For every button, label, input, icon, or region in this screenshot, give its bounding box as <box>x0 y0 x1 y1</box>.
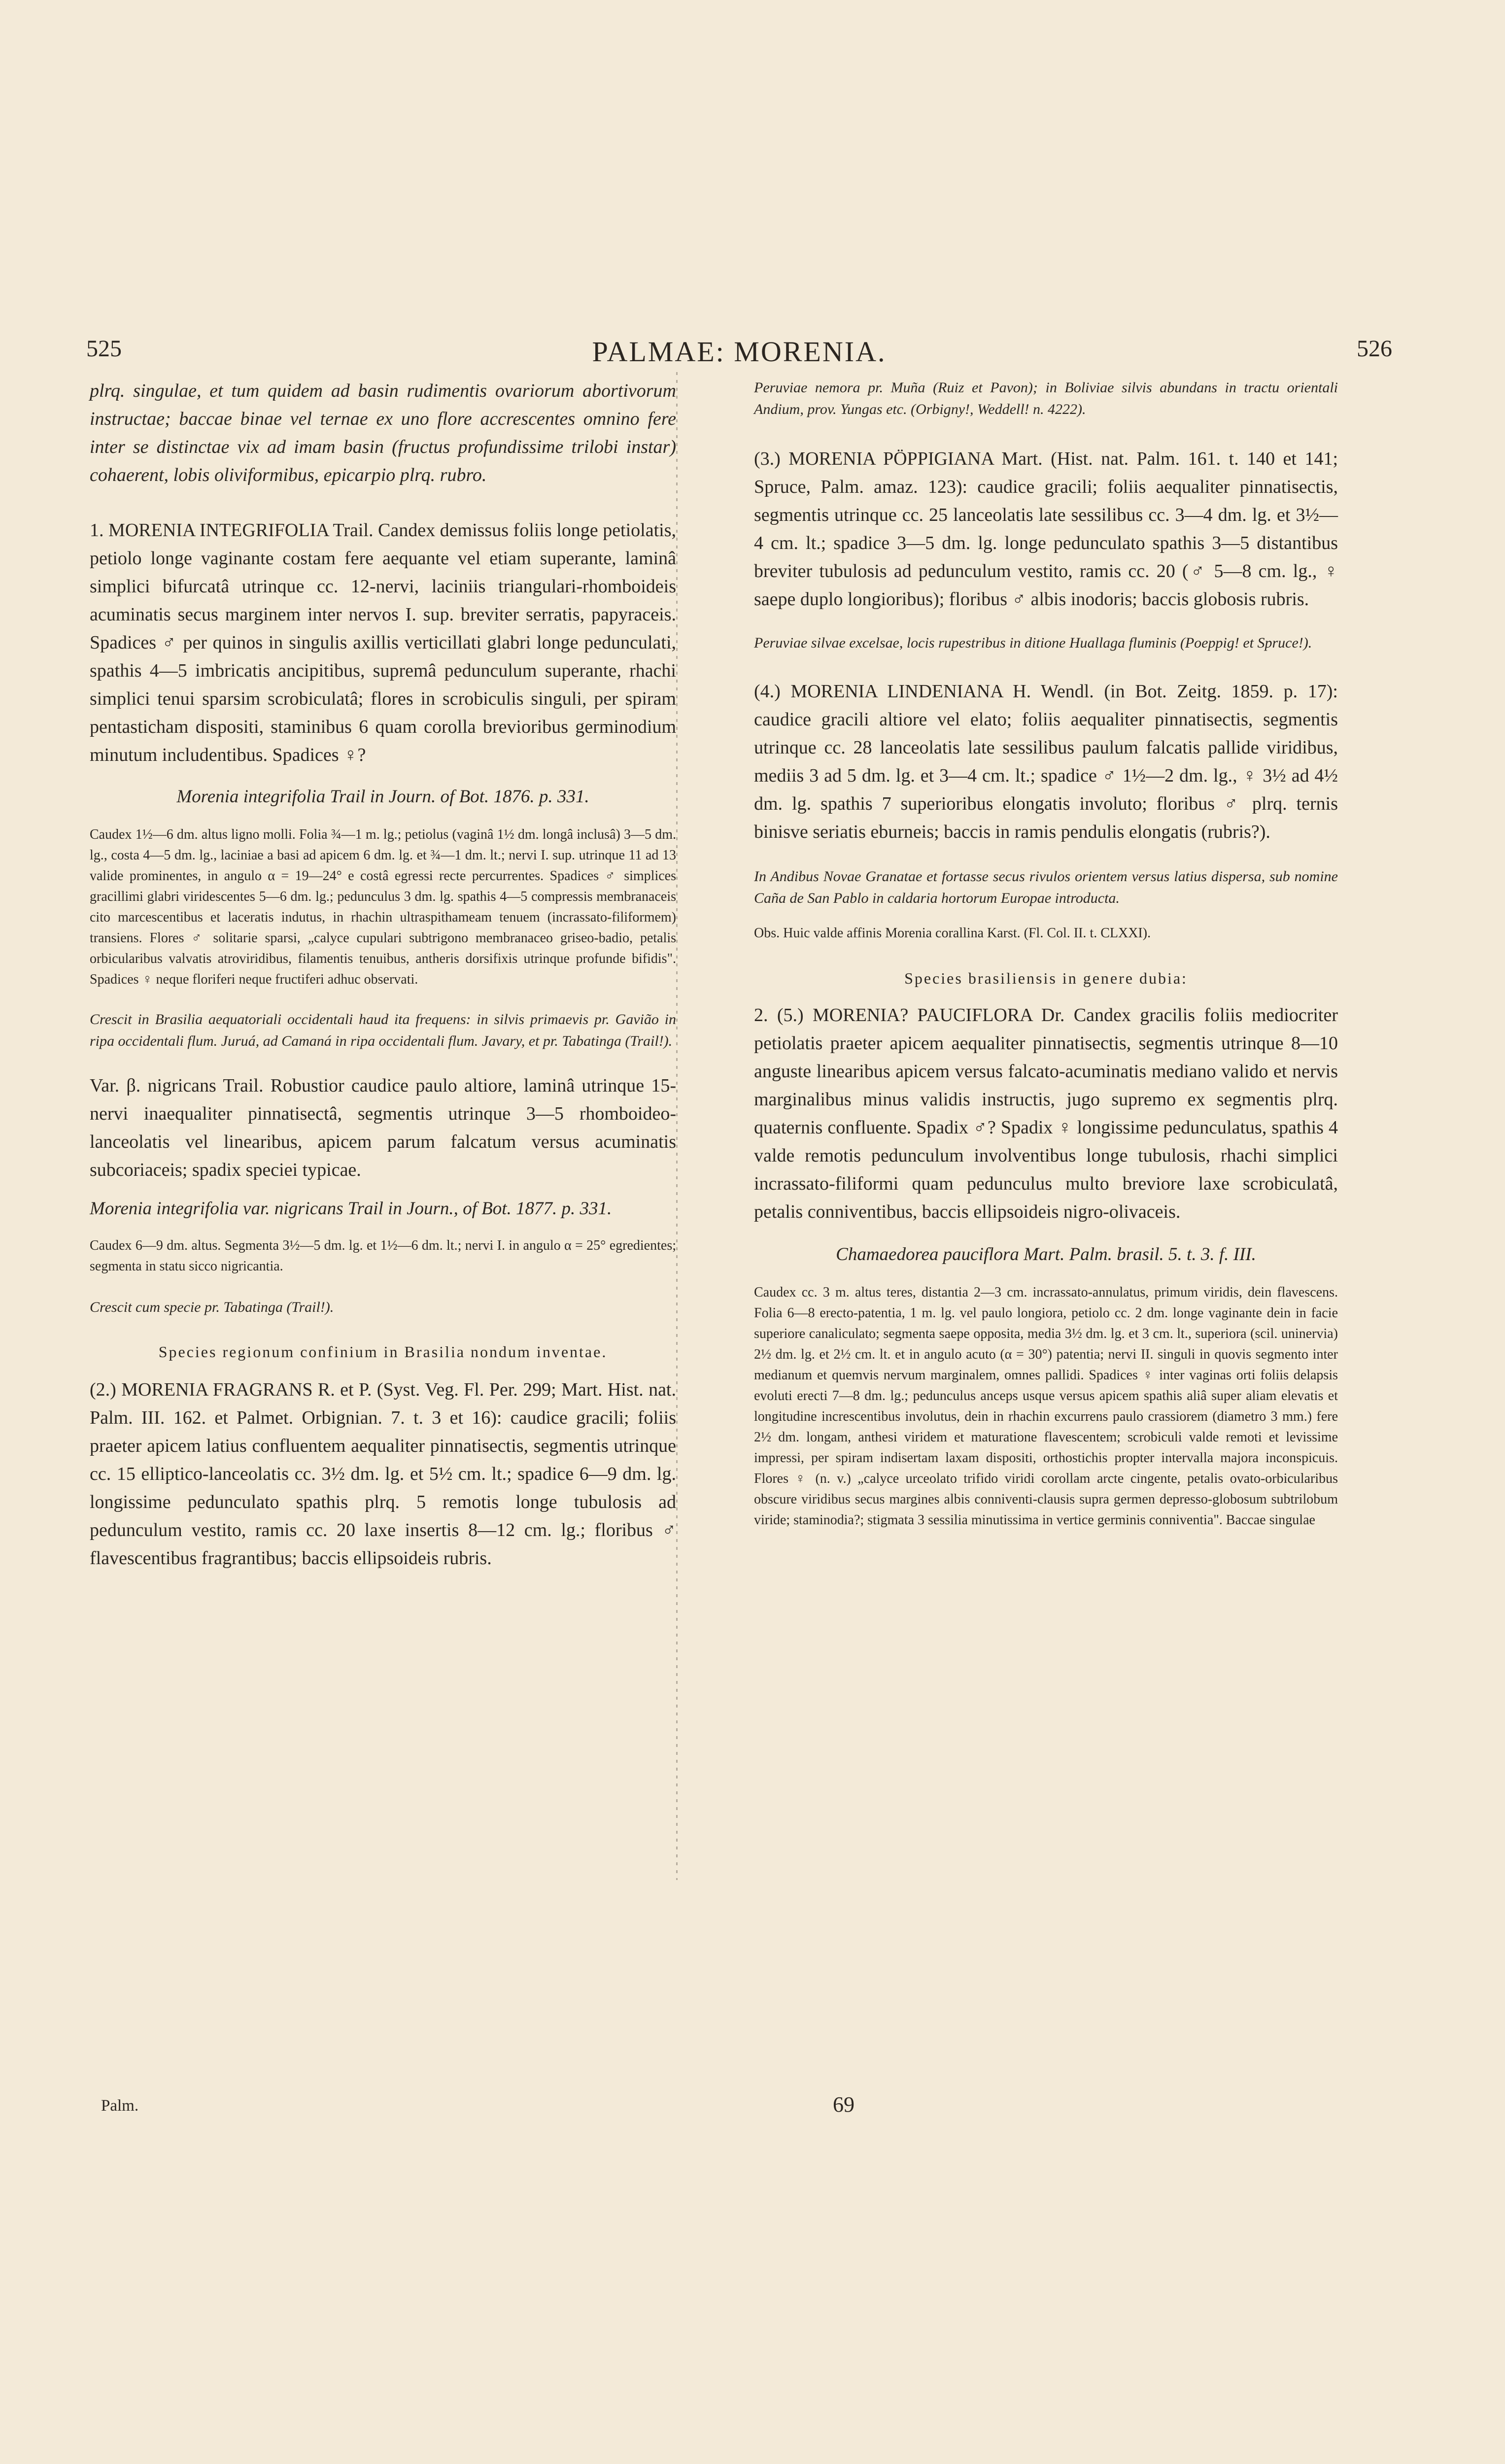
left-paragraph-9: Crescit cum specie pr. Tabatinga (Trail!). <box>90 1299 334 1315</box>
running-title: PALMAE: MORENIA. <box>592 336 887 368</box>
right-paragraph-2: (3.) MORENIA PÖPPIGIANA Mart. (Hist. nat. Palm. 161. t. 140 et 141; Spruce, Palm. amaz. 123): caudice gracili; foliis aequaliter pinnatisectis, segmentis utrinque cc. 25 lanceolatis late sessilibus cc. 3—4 dm. lg. et 3½—4 cm. lt.; spadice 3—5 dm. lg. longe pedunculato spathis 3—5 distantibus breviter tubulosis ad pedunculum vestito, ramis cc. 20 (♂ 5—8 cm. lg., ♀ saepe duplo longioribus); floribus ♂ albis inodoris; baccis globosis rubris. <box>754 448 1338 610</box>
left-paragraph-11: (2.) MORENIA FRAGRANS R. et P. (Syst. Veg. Fl. Per. 299; Mart. Hist. nat. Palm. III. 162. et Palmet. Orbignian. 7. t. 3 et 16): caudice gracili; foliis praeter apicem latius confluentem aequaliter pinnatisectis, segmentis utrinque cc. 15 elliptico-lanceolatis cc. 3½ dm. lg. et 5½ cm. lt.; spadice 6—9 dm. lg. longissime pedunculato spathis plrq. 5 remotis longe tubulosis ad pedunculum vestito, ramis cc. 20 laxe insertis 8—12 cm. lg.; floribus ♂ flavescentibus fragrantibus; baccis ellipsoideis rubris. <box>90 1379 676 1569</box>
right-column <box>754 377 1338 1531</box>
left-paragraph-8: Caudex 6—9 dm. altus. Segmenta 3½—5 dm. lg. et 1½—6 dm. lt.; nervi I. in angulo α = 25° egredientes; segmenta in statu sicco nigricantia. <box>90 1238 676 1274</box>
right-paragraph-7: Species brasiliensis in genere dubia: <box>904 969 1188 987</box>
right-paragraph-8: 2. (5.) MORENIA? PAUCIFLORA Dr. Candex gracilis foliis mediocriter petiolatis praeter apicem aequaliter pinnatisectis, segmentis utrinque 8—10 anguste linearibus apicem versus falcato-acuminatis mediano valido et nervis marginalibus minus validis instructis, jugo supremo ex segmentis plrq. quaternis confluente. Spadix ♂? Spadix ♀ longissime pedunculatus, spathis 4 valde remotis pedunculum involventibus longe tubulosis, rhachi simplici incrassato-filiformi quam pedunculus multo breviore laxe scrobiculatâ, petalis conniventibus, baccis ellipsoideis nigro-olivaceis. <box>754 1005 1338 1222</box>
right-paragraph-6: Obs. Huic valde affinis Morenia corallina Karst. (Fl. Col. II. t. CLXXI). <box>754 925 1151 941</box>
right-paragraph-1: Peruviae nemora pr. Muña (Ruiz et Pavon); in Boliviae silvis abundans in tractu orientali Andium, prov. Yungas etc. (Orbigny!, Weddell! n. 4222). <box>754 379 1338 417</box>
right-paragraph-3: Peruviae silvae excelsae, locis rupestribus in ditione Huallaga fluminis (Poeppig! et Spruce!). <box>754 635 1312 651</box>
left-paragraph-10: Species regionum confinium in Brasilia nondum inventae. <box>158 1343 608 1361</box>
page-header <box>86 335 1392 370</box>
left-paragraph-6: Var. β. nigricans Trail. Robustior caudice paulo altiore, laminâ utrinque 15-nervi inaequaliter pinnatisectâ, segmentis utrinque 3—5 rhomboideo-lanceolatis vel linearibus, apicem parum falcatum versus acuminatis subcoriaceis; spadix speciei typicae. <box>90 1075 676 1180</box>
signature-mark: Palm. <box>101 2097 139 2115</box>
left-paragraph-5: Crescit in Brasilia aequatoriali occidentali haud ita frequens: in silvis primaevis pr. Gavião in ripa occidentali flum. Juruá, ad Camaná in ripa occidentali flum. Javary, et pr. Tabatinga (Trail!). <box>90 1011 676 1049</box>
right-paragraph-9: Chamaedorea pauciflora Mart. Palm. brasil. 5. t. 3. f. III. <box>836 1244 1256 1265</box>
column-divider <box>676 372 678 1880</box>
left-column <box>90 377 676 1573</box>
sheet-number: 69 <box>833 2092 855 2117</box>
right-paragraph-10: Caudex cc. 3 m. altus teres, distantia 2—3 cm. incrassato-annulatus, primum viridis, dein flavescens. Folia 6—8 erecto-patentia, 1 m. lg. vel paulo longiora, petiolo cc. 2 dm. longe vaginante dein in facie superiore canaliculato; segmenta saepe opposita, media 3½ dm. lg. et 3 cm. lt., superiora (scil. uninervia) 2½ dm. lg. et 2½ cm. lt. et in angulo acuto (α = 30°) patentia; nervi II. singuli in quovis segmento inter medianum et quemvis nervum marginalem, omnes pallidi. Spadices ♀ inter vaginas orti foliis delapsis evoluti erecti 7—8 dm. lg.; pedunculus anceps usque versus apicem spathis aliâ super aliam elevatis et longitudine increscentibus involutus, dein in rhachin excurrens paulo crassiorem (diametro 3 mm.) fere 2½ dm. longam, anthesi viridem et maturatione flavescentem; scrobiculi valde remoti et levissime impressi, per spiram indisertam laxam dispositi, orthostichis propter intervalla majora inconspicuis. Flores ♀ (n. v.) „calyce urceolato trifido viridi corollam arcte cingente, petalis ovato-orbicularibus obscure viridibus secus margines albis conniventi-clausis supra germen depresso-globosum subtrilobum viride; staminodia?; stigmata 3 sessilia minutissima in vertice germinis conniventia". Baccae singulae <box>754 1285 1338 1528</box>
left-paragraph-4: Caudex 1½—6 dm. altus ligno molli. Folia ¾—1 m. lg.; petiolus (vaginâ 1½ dm. longâ inclusâ) 3—5 dm. lg., costa 4—5 dm. lg., laciniae a basi ad apicem 6 dm. lg. et ¾—1 dm. lt.; nervi I. sup. utrinque 11 ad 13 valide prominentes, in angulo α = 19—24° e costâ egressi recte percurrentes. Spadices ♂ simplices gracillimi glabri viridescentes 5—6 dm. lg.; pedunculus 3 dm. lg. spathis 4—5 compressis membranaceis cito marcescentibus et laceratis indutus, in rhachin ultraspithameam tenuem (incrassato-filiformem) transiens. Flores ♂ solitarie sparsi, „calyce cupulari subtrigono membranaceo griseo-badio, petalis orbicularibus valvatis atroviridibus, filamentis tenuibus, antheris dorsifixis utrinque profunde bifidis". Spadices ♀ neque floriferi neque fructiferi adhuc observati. <box>90 827 676 987</box>
left-paragraph-2: 1. MORENIA INTEGRIFOLIA Trail. Candex demissus foliis longe petiolatis, petiolo longe vaginante costam fere aequante vel etiam superante, laminâ simplici bifurcatâ utrinque cc. 12-nervi, laciniis triangulari-rhomboideis acuminatis secus marginem inter nervos I. sup. breviter serratis, papyraceis. Spadices ♂ per quinos in singulis axillis verticillati glabri longe pedunculati, spathis 4—5 imbricatis ancipitibus, supremâ pedunculum superante, rhachi simplici tenui sparsim scrobiculatâ; flores in scrobiculis singuli, per spiram pentasticham dispositi, staminibus 6 quam corolla brevioribus germinodium minutum includentibus. Spadices ♀? <box>90 520 676 765</box>
right-paragraph-4: (4.) MORENIA LINDENIANA H. Wendl. (in Bot. Zeitg. 1859. p. 17): caudice gracili altiore vel elato; foliis aequaliter pinnatisectis, segmentis utrinque cc. 28 lanceolatis late sessilibus paulum falcatis pallide viridibus, mediis 3 ad 5 dm. lg. et 3—4 cm. lt.; spadice ♂ 1½—2 dm. lg., ♀ 3½ ad 4½ dm. lg. spathis 7 superioribus elongatis involuto; floribus ♂ plrq. ternis binisve seriatis eburneis; baccis in ramis pendulis elongatis (rubris?). <box>754 681 1338 842</box>
right-paragraph-5: In Andibus Novae Granatae et fortasse secus rivulos orientem versus latius dispersa, sub nomine Caña de San Pablo in caldaria hortorum Europae introducta. <box>754 868 1338 906</box>
left-paragraph-3: Morenia integrifolia Trail in Journ. of Bot. 1876. p. 331. <box>176 787 589 807</box>
left-paragraph-1: plrq. singulae, et tum quidem ad basin rudimentis ovariorum abortivorum instructae; baccae binae vel ternae ex uno flore accrescentes omnino fere inter se distinctae vix ad imam basin (fructus profundissime trilobi instar) cohaerent, lobis oliviformibus, epicarpio plrq. rubro. <box>90 380 676 485</box>
page-number-left: 525 <box>86 336 122 362</box>
page-number-right: 526 <box>1357 336 1392 362</box>
left-paragraph-7: Morenia integrifolia var. nigricans Trail in Journ., of Bot. 1877. p. 331. <box>90 1198 612 1219</box>
